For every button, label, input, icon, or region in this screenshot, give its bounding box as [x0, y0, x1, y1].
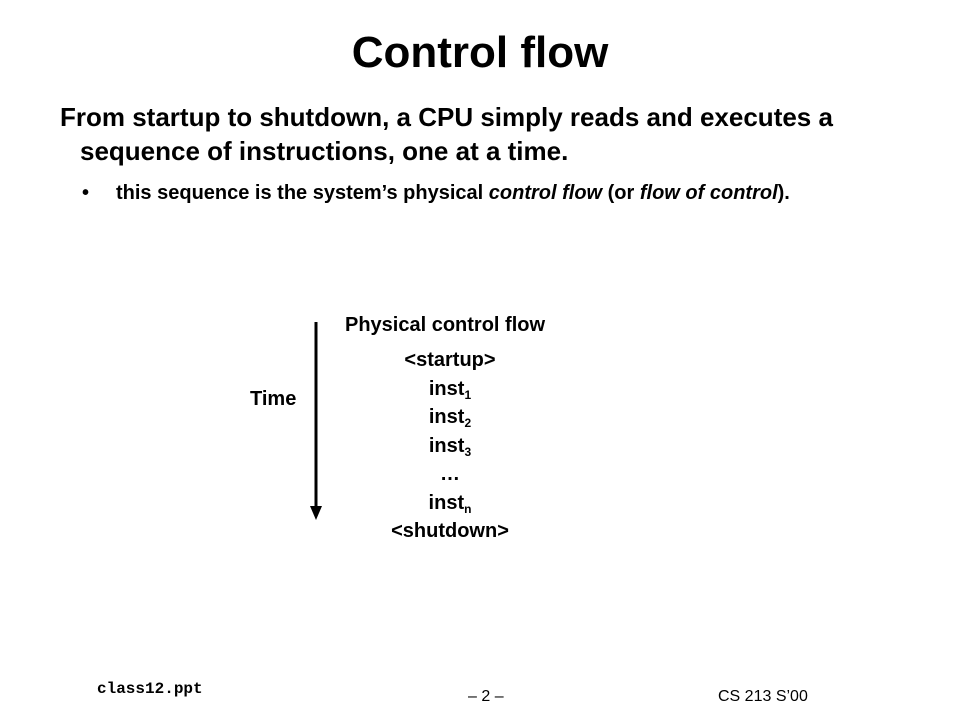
sequence-item-subscript: n	[464, 501, 472, 516]
sub-point-em-control-flow: control flow	[488, 182, 603, 204]
sequence-item-subscript: 2	[464, 416, 472, 430]
sub-point-text-3: ).	[777, 182, 790, 204]
sequence-item-shutdown	[340, 517, 560, 546]
diagram-title: Physical control flow	[345, 314, 546, 336]
sequence-item-inst-n	[340, 489, 560, 518]
sub-point-text	[98, 180, 858, 206]
bullet-icon: •	[82, 182, 90, 204]
sub-point	[82, 180, 858, 206]
footer-filename: class12.ppt	[97, 680, 203, 698]
time-arrow-icon	[308, 322, 324, 522]
sequence-item-startup	[340, 346, 560, 375]
slide-title: Control flow	[351, 28, 609, 77]
sequence-item-ellipsis	[340, 460, 560, 489]
sub-point-text-1: this sequence is the system’s physical	[116, 182, 489, 204]
sequence-item-subscript: 1	[464, 387, 472, 402]
footer-course: CS 213 S’00	[718, 688, 808, 705]
sequence-item-inst-3	[340, 432, 560, 461]
sequence-item-base: <startup>	[404, 349, 496, 371]
sub-point-text-2: (or	[602, 182, 640, 204]
time-label: Time	[250, 388, 297, 410]
instruction-sequence	[340, 346, 560, 546]
sequence-item-base: inst	[428, 491, 465, 514]
sequence-item-inst-1	[340, 375, 560, 404]
sequence-item-inst-2	[340, 403, 560, 432]
footer-page-number: – 2 –	[468, 688, 504, 705]
sequence-item-base: inst	[428, 434, 465, 457]
sequence-item-base: …	[440, 463, 460, 485]
sub-point-em-flow-of-control: flow of control	[639, 182, 778, 204]
sequence-item-base: <shutdown>	[391, 520, 509, 542]
sequence-item-base: inst	[428, 377, 465, 400]
sequence-item-subscript: 3	[464, 444, 472, 459]
sequence-item-base: inst	[428, 406, 465, 428]
main-point: From startup to shutdown, a CPU simply reads and executes a sequence of instructions, one at a time.	[60, 102, 833, 166]
